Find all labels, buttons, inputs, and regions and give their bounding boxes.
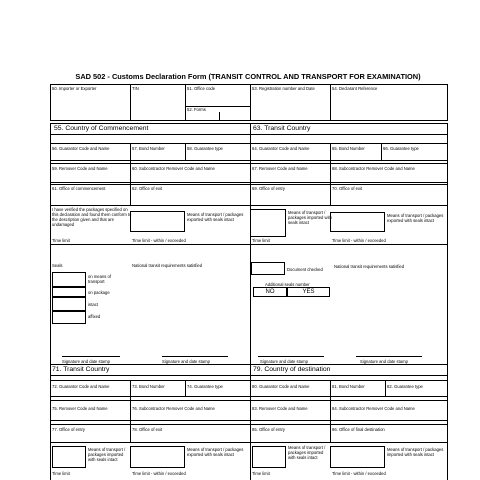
guarantor-field-80[interactable]: 80. Guarantor Code and Name [252,384,310,389]
transit-country-title: 63. Transit Country [253,125,311,132]
intact-label: intact [88,302,99,307]
destination-time-limit-within-label: Time limit - within / exceeded [332,471,386,476]
signature-label-left-1: Signature and date stamp [62,359,110,364]
time-limit-label-right: Time limit [252,238,270,243]
means-imported-checkbox[interactable] [250,209,286,237]
signature-label-left-2: Signature and date stamp [162,359,210,364]
transit2-means-exported-label: Means of transport / packages exported with seals intact [187,447,244,457]
signature-label-right-2: Signature and date stamp [360,359,408,364]
verification-statement: I have verified the packages specified on this declaration and found them conform to the description given and that are undamaged [52,207,132,227]
guarantee-type-field-66[interactable]: 66. Guarantee type [383,146,419,151]
subcontractor-field-84[interactable]: 84. Subcontractor Remover Code and Name [332,406,415,411]
destination-means-imported-checkbox[interactable] [252,446,286,468]
forms-field[interactable]: 52. Forms [187,107,206,112]
document-checked-label: Document checked [287,267,323,272]
destination-means-exported-label: Means of transport / packages imported with seals intact [387,447,444,457]
office-entry-field-77[interactable]: 77. Office of entry [52,427,85,432]
bond-number-field-57[interactable]: 57. Bond Number [132,146,165,151]
on-means-label: on means of transport [88,274,112,284]
office-exit-field-62[interactable]: 62. Office of exit [132,186,163,191]
registration-number-field[interactable]: 53. Registration number and Date [252,86,315,91]
transit2-time-limit-label: Time limit [52,471,70,476]
seals-affixed-checkbox[interactable] [52,311,86,324]
remover-field-67[interactable]: 67. Remover Code and Name [252,166,308,171]
transit-country-2-title: 71. Transit Country [52,366,110,373]
additional-seals-label: Additional seals number [265,282,310,287]
guarantee-type-field-74[interactable]: 74. Guarantee type [187,384,223,389]
office-destination-field-86[interactable]: 86. Office of final destination [332,427,385,432]
tin-field[interactable]: TIN [132,86,139,91]
importer-exporter-field[interactable]: 50. Importer or Exporter [52,86,97,91]
bond-number-field-73[interactable]: 73. Bond Number [132,384,165,389]
time-limit-within-label-right: Time limit - within / exceeded [332,238,386,243]
means-exported-label-right: Means of transport / packages exported with seals intact [387,213,444,223]
guarantee-type-field-82[interactable]: 82. Guarantee type [387,384,423,389]
declarant-reference-field[interactable]: 54. Declarant Reference [332,86,378,91]
seals-label: Seals [52,263,63,268]
time-limit-within-label: Time limit - within / exceeded [132,238,186,243]
document-checked-checkbox[interactable] [251,262,285,275]
seals-package-checkbox[interactable] [52,287,86,297]
signature-label-right-1: Signature and date stamp [260,359,308,364]
affixed-label: affixed [88,314,101,319]
seals-means-checkbox[interactable] [52,272,86,287]
transit2-means-exported-checkbox[interactable] [130,446,185,468]
transit2-means-imported-label: Means of transport / packages imported with seals intact [88,447,126,462]
subcontractor-field-76[interactable]: 76. Subcontractor Remover Code and Name [132,406,215,411]
subcontractor-field-68[interactable]: 68. Subcontractor Remover Code and Name [332,166,415,171]
guarantor-field-72[interactable]: 72. Guarantor Code and Name [52,384,110,389]
office-commencement-field-61[interactable]: 61. Office of commencement [52,186,106,191]
destination-means-exported-checkbox[interactable] [330,446,385,468]
transit2-time-limit-within-label: Time limit - within / exceeded [132,471,186,476]
form-title: SAD 502 - Customs Declaration Form (TRANSIT CONTROL AND TRANSPORT FOR EXAMINATION) [75,72,421,81]
bond-number-field-65[interactable]: 65. Bond Number [332,146,365,151]
subcontractor-field-60[interactable]: 60. Subcontractor Remover Code and Name [132,166,215,171]
remover-field-75[interactable]: 75. Remover Code and Name [52,406,108,411]
office-code-field[interactable]: 51. Office code [187,86,216,91]
remover-field-59[interactable]: 59. Remover Code and Name [52,166,108,171]
national-requirements-label-right: National transit requirements satisfied [334,264,405,269]
commencement-title: 55. Country of Commencement [54,125,149,132]
means-imported-label: Means of transport / packages imported with seals intact [288,210,332,225]
bond-number-field-81[interactable]: 81. Bond Number [332,384,365,389]
office-entry-field-69[interactable]: 69. Office of entry [252,186,285,191]
office-exit-field-70[interactable]: 70. Office of exit [332,186,363,191]
means-exported-label: Means of transport / packages exported with seals intact [187,212,244,222]
on-package-label: on package [88,290,110,295]
time-limit-label: Time limit [52,238,70,243]
means-exported-checkbox[interactable] [130,211,185,232]
destination-title: 79. Country of destination [253,366,331,373]
seals-intact-checkbox[interactable] [52,297,86,311]
means-exported-checkbox-right[interactable] [330,212,385,232]
office-exit-field-78[interactable]: 78. Office of exit [132,427,163,432]
guarantor-field-56[interactable]: 56. Guarantor Code and Name [52,146,110,151]
yes-label: YES [302,289,315,295]
guarantor-field-64[interactable]: 64. Guarantor Code and Name [252,146,310,151]
transit2-means-imported-checkbox[interactable] [52,446,86,468]
remover-field-83[interactable]: 83. Remover Code and Name [252,406,308,411]
office-entry-field-85[interactable]: 85. Office of entry [252,427,285,432]
no-label: NO [265,289,275,295]
guarantee-type-field-58[interactable]: 58. Guarantee type [187,146,223,151]
national-requirements-label: National transit requirements satisfied [132,263,203,268]
destination-time-limit-label: Time limit [252,471,270,476]
destination-means-imported-label: Means of transport / packages imported with seals intact [288,445,326,460]
